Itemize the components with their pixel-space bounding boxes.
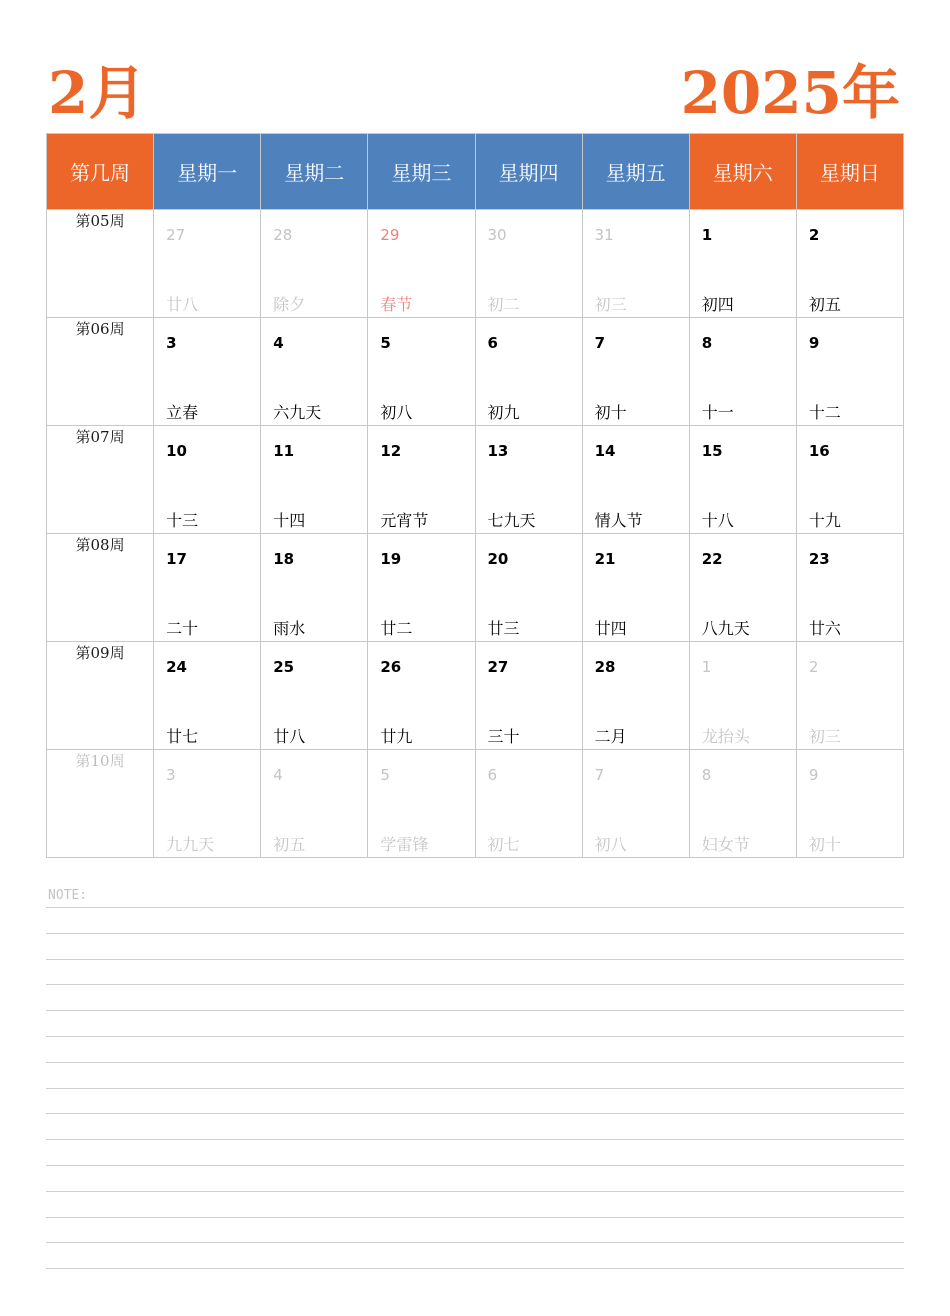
week-number: 第10周 xyxy=(47,750,154,858)
day-number: 18 xyxy=(273,550,295,568)
day-cell[interactable] xyxy=(582,750,689,858)
day-cell[interactable] xyxy=(796,534,903,642)
day-number: 6 xyxy=(487,334,498,352)
day-number: 7 xyxy=(594,766,605,784)
note-label: NOTE: xyxy=(48,888,88,903)
note-line xyxy=(46,1242,904,1243)
lunar-date: 廿二 xyxy=(380,619,413,638)
day-cell[interactable] xyxy=(261,750,368,858)
day-number: 31 xyxy=(594,226,614,244)
day-number: 15 xyxy=(701,442,723,460)
day-number: 25 xyxy=(273,658,295,676)
lunar-date: 廿三 xyxy=(487,619,520,638)
note-line xyxy=(46,984,904,985)
lunar-date: 十九 xyxy=(808,511,841,530)
day-number: 5 xyxy=(380,766,390,784)
lunar-date: 情人节 xyxy=(594,511,643,530)
day-cell[interactable] xyxy=(154,534,261,642)
day-number: 2 xyxy=(808,226,820,244)
note-line xyxy=(46,1165,904,1166)
lunar-date: 廿六 xyxy=(808,619,841,638)
day-number: 5 xyxy=(380,334,391,352)
day-cell[interactable] xyxy=(261,426,368,534)
note-line xyxy=(46,1088,904,1089)
lunar-date: 初八 xyxy=(380,403,413,422)
lunar-date: 初七 xyxy=(487,835,520,854)
day-cell[interactable] xyxy=(796,426,903,534)
week-row xyxy=(47,642,904,750)
day-cell[interactable] xyxy=(475,750,582,858)
day-number: 3 xyxy=(166,766,176,784)
lunar-date: 元宵节 xyxy=(380,511,429,530)
day-number: 9 xyxy=(808,766,819,784)
day-cell[interactable] xyxy=(368,642,475,750)
lunar-date: 廿七 xyxy=(166,727,199,746)
note-line xyxy=(46,1010,904,1011)
month-title: 2月 xyxy=(48,59,147,127)
day-cell[interactable] xyxy=(796,210,903,318)
lunar-date: 初三 xyxy=(594,295,627,314)
day-cell[interactable] xyxy=(368,210,475,318)
col-header-saturday: 星期六 xyxy=(689,134,796,210)
week-row xyxy=(47,210,904,318)
day-number: 10 xyxy=(166,442,187,460)
note-line xyxy=(46,933,904,934)
day-cell[interactable] xyxy=(582,642,689,750)
day-number: 22 xyxy=(701,550,723,568)
day-cell[interactable] xyxy=(475,426,582,534)
day-cell[interactable] xyxy=(796,642,903,750)
day-number: 17 xyxy=(166,550,187,568)
lunar-date: 初五 xyxy=(273,835,306,854)
col-header-friday: 星期五 xyxy=(582,134,689,210)
day-cell[interactable] xyxy=(154,642,261,750)
week-number: 第08周 xyxy=(47,534,154,642)
day-number: 23 xyxy=(808,550,830,568)
day-number: 4 xyxy=(273,766,283,784)
col-header-sunday: 星期日 xyxy=(796,134,903,210)
lunar-date: 初四 xyxy=(701,295,734,314)
col-header-tuesday: 星期二 xyxy=(261,134,368,210)
day-number: 30 xyxy=(487,226,507,244)
col-header-week: 第几周 xyxy=(47,134,154,210)
day-cell[interactable] xyxy=(582,426,689,534)
col-header-monday: 星期一 xyxy=(154,134,261,210)
day-number: 14 xyxy=(594,442,616,460)
week-row xyxy=(47,534,904,642)
day-cell[interactable] xyxy=(796,750,903,858)
lunar-date: 雨水 xyxy=(273,619,306,638)
lunar-date: 十二 xyxy=(808,403,841,422)
day-number: 26 xyxy=(380,658,402,676)
day-cell[interactable] xyxy=(475,210,582,318)
note-line xyxy=(46,1139,904,1140)
day-number: 2 xyxy=(808,658,819,676)
week-row xyxy=(47,426,904,534)
note-line xyxy=(46,1113,904,1114)
week-number: 第09周 xyxy=(47,642,154,750)
lunar-date: 二月 xyxy=(594,727,627,746)
lunar-date: 十三 xyxy=(166,511,199,530)
day-cell[interactable] xyxy=(261,534,368,642)
week-row xyxy=(47,750,904,858)
day-cell[interactable] xyxy=(689,642,796,750)
lunar-date: 初十 xyxy=(808,835,841,854)
week-number: 第07周 xyxy=(47,426,154,534)
lunar-date: 六九天 xyxy=(273,403,322,422)
day-cell[interactable] xyxy=(582,534,689,642)
day-cell[interactable] xyxy=(154,318,261,426)
lunar-date: 廿九 xyxy=(380,727,413,746)
day-cell[interactable] xyxy=(261,318,368,426)
day-cell[interactable] xyxy=(796,318,903,426)
day-cell[interactable] xyxy=(154,750,261,858)
day-number: 8 xyxy=(701,334,713,352)
week-row xyxy=(47,318,904,426)
day-number: 6 xyxy=(487,766,498,784)
col-header-wednesday: 星期三 xyxy=(368,134,475,210)
lunar-date: 初八 xyxy=(594,835,627,854)
lunar-date: 十八 xyxy=(701,511,734,530)
day-number: 8 xyxy=(701,766,712,784)
lunar-date: 廿四 xyxy=(594,619,627,638)
lunar-date: 初十 xyxy=(594,403,627,422)
day-number: 13 xyxy=(487,442,509,460)
day-number: 28 xyxy=(594,658,616,676)
day-cell[interactable] xyxy=(689,318,796,426)
week-number: 第05周 xyxy=(47,210,154,318)
day-cell[interactable] xyxy=(261,210,368,318)
day-number: 1 xyxy=(701,226,713,244)
day-number: 4 xyxy=(273,334,284,352)
day-number: 28 xyxy=(273,226,293,244)
day-number: 27 xyxy=(166,226,186,244)
day-number: 12 xyxy=(380,442,402,460)
weekday-header-row xyxy=(47,134,904,210)
day-cell[interactable] xyxy=(154,426,261,534)
day-cell[interactable] xyxy=(689,210,796,318)
lunar-date: 八九天 xyxy=(701,619,750,638)
day-cell[interactable] xyxy=(368,534,475,642)
lunar-date: 二十 xyxy=(166,619,199,638)
lunar-date: 七九天 xyxy=(487,511,536,530)
day-number: 3 xyxy=(166,334,177,352)
day-number: 11 xyxy=(273,442,295,460)
lunar-date: 妇女节 xyxy=(701,835,750,854)
note-line xyxy=(46,1036,904,1037)
col-header-thursday: 星期四 xyxy=(475,134,582,210)
day-cell[interactable] xyxy=(261,642,368,750)
day-number: 27 xyxy=(487,658,509,676)
lunar-date: 龙抬头 xyxy=(701,727,750,746)
day-cell[interactable] xyxy=(368,318,475,426)
day-cell[interactable] xyxy=(154,210,261,318)
day-number: 24 xyxy=(166,658,187,676)
lunar-date: 三十 xyxy=(487,727,520,746)
day-cell[interactable] xyxy=(368,750,475,858)
note-line xyxy=(46,907,904,908)
day-number: 16 xyxy=(808,442,830,460)
lunar-date: 除夕 xyxy=(273,295,306,314)
day-cell[interactable] xyxy=(475,642,582,750)
lunar-date: 廿八 xyxy=(166,295,199,314)
lunar-date: 初九 xyxy=(487,403,520,422)
day-cell[interactable] xyxy=(582,210,689,318)
day-cell[interactable] xyxy=(689,750,796,858)
lunar-date: 初三 xyxy=(808,727,841,746)
lunar-date: 学雷锋 xyxy=(380,835,429,854)
day-number: 19 xyxy=(380,550,402,568)
lunar-date: 春节 xyxy=(380,295,413,314)
day-number: 1 xyxy=(701,658,712,676)
note-line xyxy=(46,1268,904,1269)
note-line xyxy=(46,1191,904,1192)
day-number: 20 xyxy=(487,550,509,568)
day-cell[interactable] xyxy=(368,426,475,534)
lunar-date: 十一 xyxy=(701,403,734,422)
day-number: 21 xyxy=(594,550,616,568)
note-line xyxy=(46,1062,904,1063)
lunar-date: 立春 xyxy=(166,403,199,422)
day-cell[interactable] xyxy=(475,534,582,642)
day-cell[interactable] xyxy=(689,426,796,534)
day-cell[interactable] xyxy=(475,318,582,426)
day-cell[interactable] xyxy=(582,318,689,426)
lunar-date: 九九天 xyxy=(166,835,215,854)
lunar-date: 初五 xyxy=(808,295,841,314)
day-number: 7 xyxy=(594,334,606,352)
year-title: 2025年 xyxy=(680,59,900,127)
day-cell[interactable] xyxy=(689,534,796,642)
day-number: 29 xyxy=(380,226,400,244)
lunar-date: 廿八 xyxy=(273,727,306,746)
note-line xyxy=(46,1217,904,1218)
lunar-date: 初二 xyxy=(487,295,520,314)
calendar-grid xyxy=(46,133,904,858)
lunar-date: 十四 xyxy=(273,511,306,530)
day-number: 9 xyxy=(808,334,820,352)
week-number: 第06周 xyxy=(47,318,154,426)
note-line xyxy=(46,959,904,960)
